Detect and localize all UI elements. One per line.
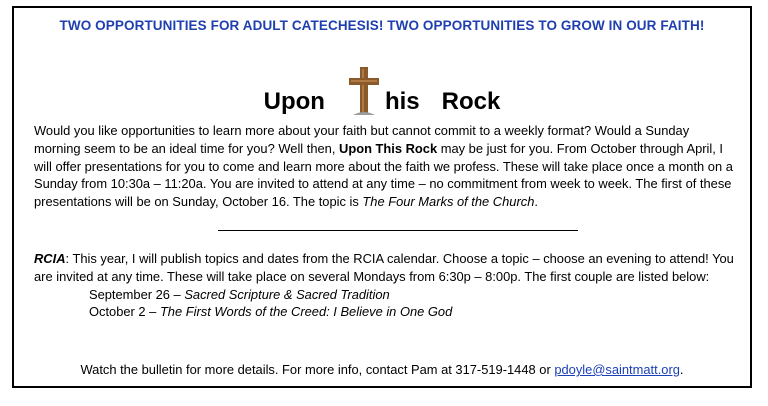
divider xyxy=(218,230,578,231)
program-title xyxy=(14,66,750,116)
wooden-cross-icon xyxy=(347,66,381,116)
footer-text: Watch the bulletin for more details. For more info, contact Pam at 317-519-1448 or xyxy=(80,362,555,377)
utr-end: . xyxy=(534,194,538,210)
session-topic: The First Words of the Creed: I Believe in One God xyxy=(159,304,453,320)
session-date: October 2 – xyxy=(89,304,160,320)
utr-program-name: Upon This Rock xyxy=(339,140,438,156)
headline: TWO OPPORTUNITIES FOR ADULT CATECHESIS! TWO OPPORTUNITIES TO GROW IN OUR FAITH! xyxy=(59,18,705,33)
title-word-upon: Upon xyxy=(263,88,325,115)
title-word-rock: Rock xyxy=(441,88,501,115)
session-date: September 26 – xyxy=(89,286,185,302)
rcia-session xyxy=(34,286,736,304)
footer-end: . xyxy=(679,362,684,377)
contact-footer xyxy=(14,362,750,377)
email-link[interactable]: pdoyle@saintmatt.org xyxy=(554,362,680,377)
rcia-session xyxy=(34,303,736,321)
utr-topic: The Four Marks of the Church xyxy=(362,194,535,210)
utr-intro: Would you like opportunities to learn more about your faith but cannot commit to a weekly format? Would a Sunday morning seem to be an ideal time for you? Well then, xyxy=(34,123,690,156)
rcia-paragraph xyxy=(34,250,736,321)
upon-this-rock-paragraph xyxy=(34,122,736,211)
session-topic: Sacred Scripture & Sacred Tradition xyxy=(184,286,390,302)
title-word-his: his xyxy=(384,88,420,115)
rcia-label: RCIA xyxy=(34,251,66,266)
announcement-box xyxy=(12,6,752,388)
utr-body: may be just for you. From October through April, I will offer presentations for you to come and learn more about the faith we profess. These will take place once a month on a Sunday from 10:30a – 11:20a. You are invited to attend at any time – no commitment from week to week. The first of these presentations will be on Sunday, October 16. The topic is xyxy=(34,140,733,210)
rcia-body: : This year, I will publish topics and dates from the RCIA calendar. Choose a topic – choose an evening to attend! You are invited at any time. These will take place on several Mondays from 6:30p – 8:00p. The first couple are listed below: xyxy=(34,251,734,284)
